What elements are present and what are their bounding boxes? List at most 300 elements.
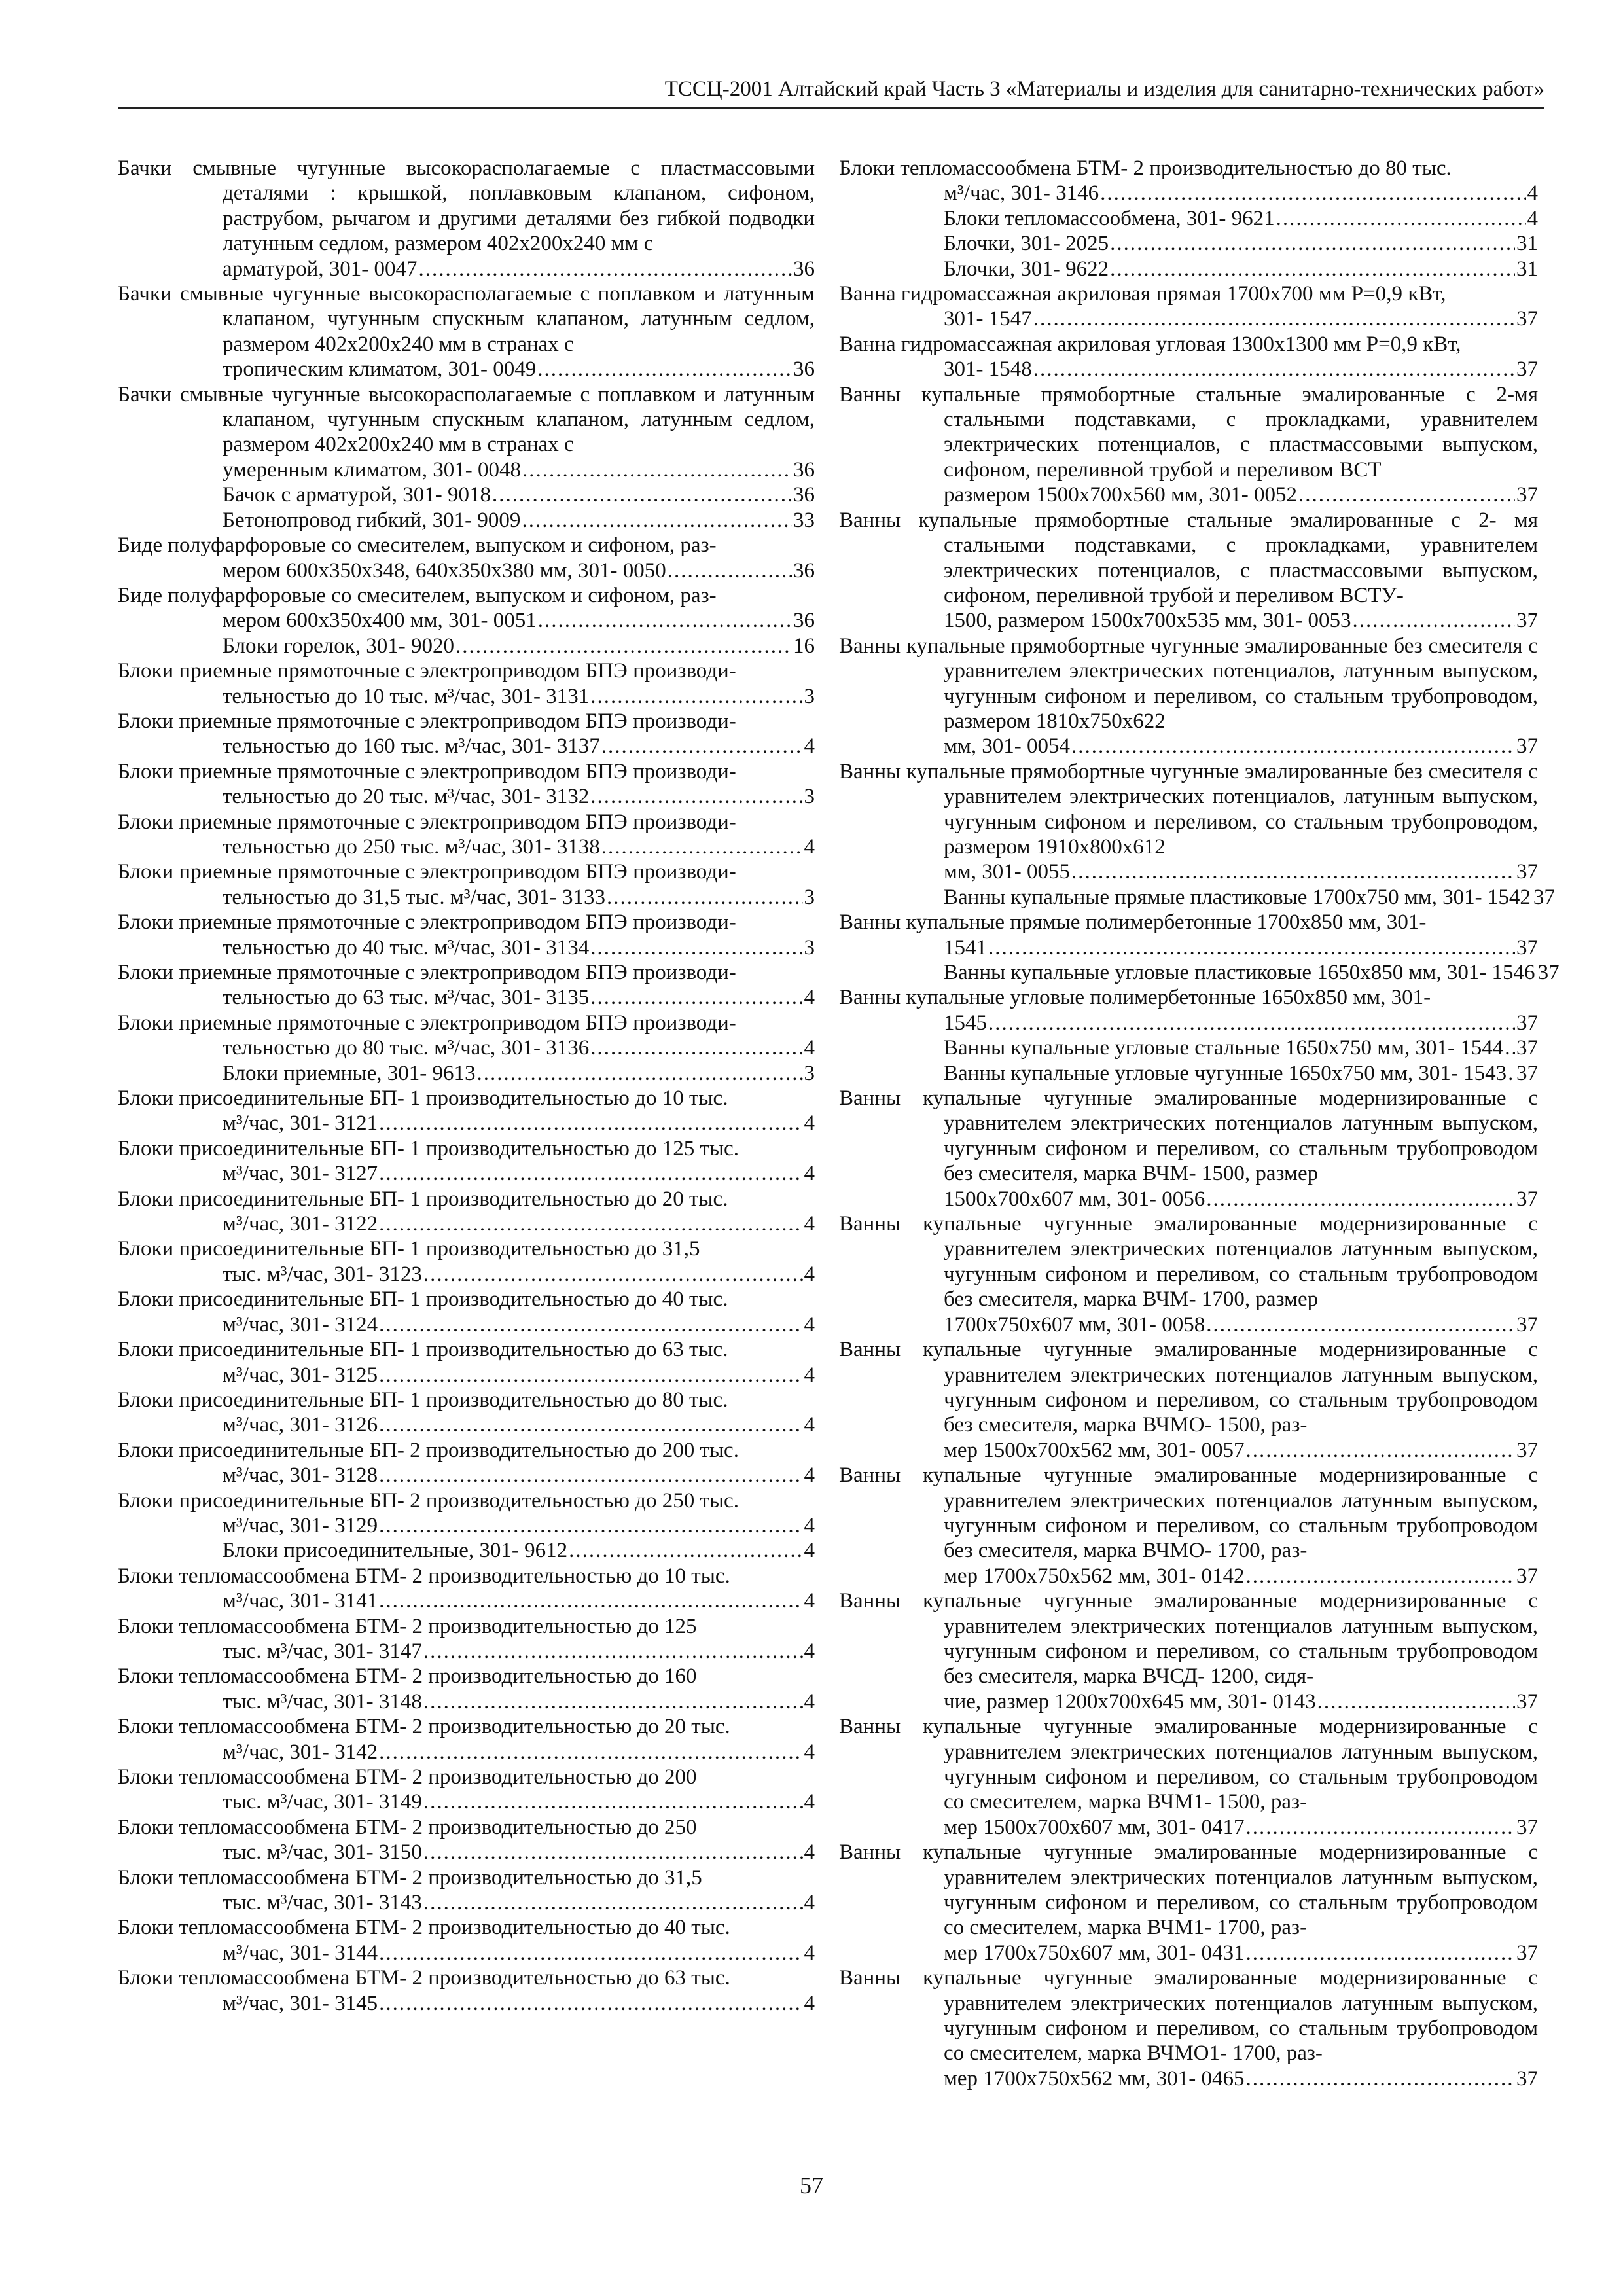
dot-leader — [590, 1035, 802, 1060]
index-entry — [118, 1614, 815, 1664]
index-entry-leader-line — [944, 1815, 1538, 1840]
index-entry — [839, 759, 1538, 885]
index-entry-leader-line — [944, 231, 1538, 256]
index-entry-last-line: мер 1500x700x607 мм, 301- 0417 — [944, 1815, 1245, 1839]
index-entry-text: Ванны купальные прямобортные чугунные эмалированные без смесителя с уравнителем электрических потенциалов, латунным выпуском, чугунным сифоном и переливом, со стальным трубопроводом, размером 1810x750x622 — [839, 634, 1538, 733]
index-page-ref: 37 — [1516, 1061, 1538, 1085]
index-entry-text: Ванны купальные чугунные эмалированные модернизированные с уравнителем электрических потенциалов латунным выпуском, чугунным сифоном и переливом, со стальным трубопроводом со смесителем, марка ВЧМ1- 1500, раз- — [839, 1715, 1538, 1814]
index-page-ref: 16 — [793, 634, 815, 658]
dot-leader — [379, 1312, 802, 1337]
index-page-ref: 37 — [1516, 860, 1538, 884]
index-entry-last-line: м³/час, 301- 3144 — [223, 1941, 378, 1965]
index-entry — [839, 1714, 1538, 1840]
index-entry-text: Блоки тепломассообмена БТМ- 2 производительностью до 10 тыс. — [118, 1564, 730, 1588]
index-entry — [118, 810, 815, 860]
index-entry — [118, 1136, 815, 1187]
index-entry-text: Блоки приемные прямоточные с электроприводом БПЭ производи- — [118, 860, 736, 884]
index-entry-text: Блоки приемные прямоточные с электроприводом БПЭ производи- — [118, 910, 736, 935]
index-entry-text: Ванны купальные прямобортные стальные эмалированные с 2-мя стальными подставками, с прокладками, уравнителем электрических потенциалов, с пластмассовыми выпуском, сифоном, переливной трубой и переливом ВСТ — [839, 382, 1538, 482]
index-entry-leader-line — [223, 1840, 815, 1865]
index-entry-leader-line — [223, 684, 815, 709]
dot-leader — [423, 1689, 803, 1714]
index-entry-text: Блоки приемные прямоточные с электроприводом БПЭ производи- — [118, 1011, 736, 1035]
index-entry — [839, 910, 1538, 960]
index-entry — [839, 231, 1538, 256]
dot-leader — [537, 357, 792, 382]
index-entry-text: Блоки тепломассообмена БТМ- 2 производительностью до 200 — [118, 1765, 697, 1789]
index-page-ref: 37 — [1516, 2066, 1538, 2090]
index-entry-last-line: мер 1500x700x562 мм, 301- 0057 — [944, 1438, 1245, 1462]
index-entry-text: Блоки тепломассообмена БТМ- 2 производительностью до 20 тыс. — [118, 1715, 730, 1739]
index-entry — [839, 206, 1538, 231]
index-entry-leader-line — [223, 1890, 815, 1915]
index-entry — [118, 1538, 815, 1563]
dot-leader — [538, 608, 792, 633]
index-page-ref: 4 — [804, 1539, 815, 1563]
index-entry-last-line: мером 600x350x348, 640x350x380 мм, 301- 0050 — [223, 558, 666, 583]
index-entry-leader-line — [223, 834, 815, 859]
index-page-ref: 4 — [804, 1790, 815, 1814]
index-entry — [118, 634, 815, 658]
index-entry-leader-line — [223, 1538, 815, 1563]
index-page-ref: 4 — [804, 1312, 815, 1336]
index-entry — [839, 156, 1538, 206]
index-entry-last-line: м³/час, 301- 3128 — [223, 1463, 378, 1488]
dot-leader — [1100, 181, 1525, 206]
index-entry-text: Блоки тепломассообмена БТМ- 2 производительностью до 31,5 — [118, 1865, 702, 1890]
index-page-ref: 33 — [793, 508, 815, 532]
index-entry-leader-line — [223, 257, 815, 281]
index-entry-last-line: 301- 1547 — [944, 307, 1032, 331]
index-entry-last-line: 301- 1548 — [944, 357, 1032, 382]
index-entry-last-line: тыс. м³/час, 301- 3150 — [223, 1840, 422, 1865]
index-entry-last-line: м³/час, 301- 3121 — [223, 1111, 378, 1136]
dot-leader — [1206, 1312, 1515, 1337]
index-entry — [839, 281, 1538, 332]
dot-leader — [418, 257, 792, 281]
dot-leader — [988, 935, 1515, 960]
index-entry-last-line: м³/час, 301- 3146 — [944, 181, 1099, 206]
index-entry — [839, 382, 1538, 508]
index-entry-text: Блоки тепломассообмена БТМ- 2 производительностью до 40 тыс. — [118, 1916, 730, 1940]
index-entry-text: Блоки тепломассообмена БТМ- 2 производительностью до 250 — [118, 1815, 697, 1839]
index-entry-leader-line — [223, 482, 815, 507]
index-entry-leader-line — [223, 1588, 815, 1613]
index-entry-leader-line — [223, 1111, 815, 1136]
index-entry-last-line: Бачок с арматурой, 301- 9018 — [223, 483, 491, 507]
index-entry-last-line: 1545 — [944, 1011, 987, 1035]
dot-leader — [1246, 1564, 1515, 1588]
index-entry-leader-line — [223, 1312, 815, 1337]
index-entry — [118, 658, 815, 709]
index-entry — [118, 709, 815, 759]
index-page-ref: 36 — [793, 457, 815, 482]
index-page-ref: 4 — [804, 834, 815, 859]
index-entry — [118, 583, 815, 634]
index-entry-leader-line — [944, 306, 1538, 331]
index-entry — [118, 482, 815, 507]
index-entry-leader-line — [944, 206, 1538, 231]
index-entry-leader-line — [223, 1035, 815, 1060]
index-entry-last-line: м³/час, 301- 3122 — [223, 1212, 378, 1236]
index-page-ref: 31 — [1516, 232, 1538, 256]
index-entry-last-line: Блоки присоединительные, 301- 9612 — [223, 1539, 568, 1563]
index-entry-text: Блоки присоединительные БП- 1 производительностью до 125 тыс. — [118, 1136, 739, 1160]
index-entry-leader-line — [223, 1363, 815, 1388]
index-page-ref: 3 — [804, 785, 815, 809]
index-entry-leader-line — [223, 1689, 815, 1714]
index-entry-leader-line — [223, 558, 815, 583]
index-entry-leader-line — [944, 608, 1538, 633]
dot-leader — [601, 734, 803, 759]
index-entry-last-line: тельностью до 63 тыс. м³/час, 301- 3135 — [223, 986, 590, 1010]
index-entry — [839, 1840, 1538, 1965]
index-entry-last-line: Бетонопровод гибкий, 301- 9009 — [223, 508, 521, 532]
index-entry-last-line: тропическим климатом, 301- 0049 — [223, 357, 537, 382]
index-entry-leader-line — [223, 1789, 815, 1814]
index-page-ref: 37 — [1516, 1438, 1538, 1462]
index-page-ref: 37 — [1516, 1312, 1538, 1336]
index-entry-leader-line — [223, 1161, 815, 1186]
index-entry — [118, 1865, 815, 1916]
index-page-ref: 37 — [1516, 1187, 1538, 1211]
index-page-ref: 4 — [804, 1513, 815, 1537]
index-entry-leader-line — [944, 1011, 1538, 1035]
index-entry-leader-line — [223, 508, 815, 533]
index-entry — [118, 859, 815, 910]
index-entry-text: Ванны купальные чугунные эмалированные модернизированные с уравнителем электрических потенциалов латунным выпуском, чугунным сифоном и переливом, со стальным трубопроводом со смесителем, марка ВЧМ1- 1700, раз- — [839, 1840, 1538, 1940]
index-entry-last-line: Блоки горелок, 301- 9020 — [223, 634, 455, 658]
index-entry-text: Блоки присоединительные БП- 1 производительностью до 80 тыс. — [118, 1388, 728, 1412]
index-entry-last-line: Ванны купальные угловые стальные 1650x750 мм, 301- 1544 — [944, 1036, 1504, 1060]
index-entry-leader-line — [223, 1513, 815, 1538]
index-entry-leader-line — [944, 2066, 1538, 2091]
index-entry — [118, 910, 815, 960]
index-entry-leader-line — [223, 885, 815, 910]
index-entry — [839, 885, 1555, 910]
index-entry-last-line: Ванны купальные прямые пластиковые 1700x750 мм, 301- 1542 — [944, 885, 1531, 909]
index-entry-text: Блоки приемные прямоточные с электроприводом БПЭ производи- — [118, 961, 736, 984]
index-entry-text: Ванны купальные чугунные эмалированные модернизированные с уравнителем электрических потенциалов латунным выпуском, чугунным сифоном и переливом, со стальным трубопроводом со смесителем, марка ВЧМО1- 1700, раз- — [839, 1966, 1538, 2066]
index-entry-text: Блоки приемные прямоточные с электроприводом БПЭ производи- — [118, 709, 736, 733]
index-page-ref: 4 — [804, 1036, 815, 1060]
index-entry-text: Блоки присоединительные БП- 1 производительностью до 40 тыс. — [118, 1287, 728, 1312]
dot-leader — [423, 1840, 803, 1865]
index-entry — [118, 1287, 815, 1337]
index-entry-last-line: тельностью до 20 тыс. м³/час, 301- 3132 — [223, 785, 590, 809]
index-entry-text: Ванны купальные чугунные эмалированные модернизированные с уравнителем электрических потенциалов латунным выпуском, чугунным сифоном и переливом, со стальным трубопроводом без смесителя, марка ВЧМО- 1500, раз- — [839, 1338, 1538, 1437]
index-entry-leader-line — [944, 1312, 1538, 1337]
index-entry-text: Ванны купальные чугунные эмалированные модернизированные с уравнителем электрических потенциалов латунным выпуском, чугунным сифоном и переливом, со стальным трубопроводом без смесителя, марка ВЧСД- 1200, сидя- — [839, 1589, 1538, 1689]
index-entry — [839, 1588, 1538, 1714]
dot-leader — [1317, 1689, 1515, 1714]
index-page-ref: 37 — [1516, 1815, 1538, 1839]
index-entry-leader-line — [944, 357, 1538, 382]
index-entry — [839, 508, 1538, 634]
index-entry-leader-line — [223, 985, 815, 1010]
index-entry — [839, 1061, 1538, 1086]
index-page-ref: 4 — [804, 1413, 815, 1437]
dot-leader — [1246, 1941, 1515, 1965]
index-entry — [118, 1664, 815, 1714]
index-entry — [118, 960, 815, 1011]
index-entry-text: Блоки присоединительные БП- 2 производительностью до 200 тыс. — [118, 1438, 739, 1462]
index-page-ref: 36 — [793, 483, 815, 507]
index-entry-last-line: мер 1700x750x562 мм, 301- 0465 — [944, 2066, 1245, 2090]
dot-leader — [423, 1890, 803, 1915]
index-entry-text: Блоки тепломассообмена БТМ- 2 производительностью до 63 тыс. — [118, 1966, 730, 1990]
index-entry-text: Блоки присоединительные БП- 1 производительностью до 63 тыс. — [118, 1338, 728, 1362]
index-page-ref: 4 — [804, 986, 815, 1010]
dot-leader — [1110, 257, 1515, 281]
dot-leader — [668, 558, 792, 583]
index-entry — [118, 1061, 815, 1086]
index-page-ref: 4 — [804, 1941, 815, 1965]
index-entry-leader-line — [223, 1061, 815, 1086]
index-entry-last-line: тельностью до 160 тыс. м³/час, 301- 3137 — [223, 734, 600, 759]
index-entry-text: Блоки присоединительные БП- 1 производительностью до 31,5 — [118, 1237, 700, 1261]
dot-leader — [1246, 2066, 1515, 2091]
index-column-right — [839, 156, 1560, 2091]
dot-leader — [379, 1941, 802, 1965]
dot-leader — [1033, 357, 1515, 382]
index-entry-last-line: арматурой, 301- 0047 — [223, 257, 418, 281]
index-entry-text: Бачки смывные чугунные высокорасполагаемые с поплавком и латунным клапаном, чугунным спускным клапаном, латунным седлом, размером 402x200x240 мм в странах с — [118, 382, 815, 457]
index-page-ref: 3 — [804, 684, 815, 708]
index-entry-text: Блоки тепломассообмена БТМ- 2 производительностью до 80 тыс. — [839, 156, 1452, 180]
index-column-left — [118, 156, 815, 2016]
index-entry — [839, 985, 1538, 1035]
index-entry-leader-line — [223, 634, 815, 658]
index-entry-text: Биде полуфарфоровые со смесителем, выпуском и сифоном, раз- — [118, 583, 717, 607]
index-entry — [839, 960, 1560, 985]
index-entry — [118, 759, 815, 810]
index-entry-leader-line — [223, 1262, 815, 1287]
dot-leader — [379, 1588, 802, 1613]
index-entry-last-line: тыс. м³/час, 301- 3147 — [223, 1639, 422, 1663]
index-entry — [118, 1488, 815, 1539]
index-entry — [118, 1965, 815, 2016]
index-entry-leader-line — [223, 1412, 815, 1437]
index-page-ref: 4 — [1527, 206, 1538, 230]
index-page-ref: 37 — [1516, 935, 1538, 960]
index-entry-leader-line — [223, 1991, 815, 2016]
index-page-ref: 36 — [793, 357, 815, 382]
index-entry — [118, 1086, 815, 1136]
index-page-ref: 4 — [804, 1991, 815, 2015]
index-entry — [118, 533, 815, 583]
index-entry-last-line: м³/час, 301- 3126 — [223, 1413, 378, 1437]
index-page-ref: 4 — [804, 1212, 815, 1236]
index-entry-last-line: м³/час, 301- 3125 — [223, 1363, 378, 1387]
index-entry — [839, 1211, 1538, 1337]
index-entry-last-line: Ванны купальные угловые чугунные 1650x750 мм, 301- 1543 — [944, 1061, 1507, 1085]
dot-leader — [1206, 1187, 1515, 1211]
dot-leader — [492, 482, 792, 507]
index-entry-leader-line — [944, 885, 1555, 910]
index-page-ref: 36 — [793, 558, 815, 583]
index-entry-last-line: тельностью до 80 тыс. м³/час, 301- 3136 — [223, 1036, 590, 1060]
index-page-ref: 4 — [804, 1162, 815, 1186]
index-entry-last-line: тельностью до 10 тыс. м³/час, 301- 3131 — [223, 684, 590, 708]
index-entry — [839, 1965, 1538, 2091]
index-entry-last-line: тыс. м³/час, 301- 3149 — [223, 1790, 422, 1814]
index-page-ref: 37 — [1516, 1011, 1538, 1035]
running-header: ТССЦ-2001 Алтайский край Часть 3 «Материалы и изделия для санитарно-технических работ» — [118, 71, 1544, 109]
index-entry — [118, 1564, 815, 1614]
index-entry-last-line: Блоки приемные, 301- 9613 — [223, 1061, 476, 1085]
index-entry-leader-line — [223, 1740, 815, 1765]
index-entry-leader-line — [223, 357, 815, 382]
index-entry-text: Ванны купальные чугунные эмалированные модернизированные с уравнителем электрических потенциалов латунным выпуском, чугунным сифоном и переливом, со стальным трубопроводом без смесителя, марка ВЧМО- 1700, раз- — [839, 1463, 1538, 1563]
index-entry-text: Ванны купальные прямые полимербетонные 1700x850 мм, 301- — [839, 910, 1427, 935]
index-entry-text: Блоки тепломассообмена БТМ- 2 производительностью до 125 — [118, 1614, 697, 1638]
index-page-ref: 37 — [1516, 1941, 1538, 1965]
index-entry-leader-line — [223, 1211, 815, 1236]
dot-leader — [522, 508, 792, 533]
index-entry-last-line: м³/час, 301- 3142 — [223, 1740, 378, 1764]
index-page-ref: 3 — [804, 885, 815, 909]
dot-leader — [423, 1639, 803, 1664]
dot-leader — [1246, 1438, 1515, 1463]
index-entry — [118, 1236, 815, 1287]
index-entry-text: Блоки приемные прямоточные с электроприводом БПЭ производи- — [118, 810, 736, 834]
index-page-ref: 4 — [804, 1463, 815, 1488]
index-entry-leader-line — [944, 257, 1538, 281]
dot-leader — [522, 457, 792, 482]
index-page-ref: 37 — [1537, 961, 1560, 984]
index-entry-last-line: м³/час, 301- 3127 — [223, 1162, 378, 1186]
dot-leader — [601, 834, 803, 859]
index-page-ref: 37 — [1516, 307, 1538, 331]
index-entry-last-line: Блоки тепломассообмена, 301- 9621 — [944, 206, 1275, 230]
index-entry-last-line: Блочки, 301- 9622 — [944, 257, 1109, 281]
index-entry-last-line: 1700x750x607 мм, 301- 0058 — [944, 1312, 1205, 1336]
index-entry-last-line: Ванны купальные угловые пластиковые 1650x850 мм, 301- 1546 — [944, 961, 1535, 984]
index-page-ref: 4 — [804, 1111, 815, 1136]
index-entry-last-line: м³/час, 301- 3141 — [223, 1589, 378, 1613]
index-page-ref: 4 — [804, 1840, 815, 1865]
index-entry-last-line: мер 1700x750x562 мм, 301- 0142 — [944, 1564, 1245, 1588]
index-entry-leader-line — [944, 181, 1538, 206]
index-entry-leader-line — [944, 1941, 1538, 1965]
index-page-ref: 4 — [804, 1891, 815, 1915]
dot-leader — [379, 1513, 802, 1538]
index-entry-leader-line — [223, 1639, 815, 1664]
dot-leader — [379, 1363, 802, 1388]
index-entry-leader-line — [223, 1463, 815, 1488]
index-entry — [839, 257, 1538, 281]
index-page-ref: 37 — [1516, 1564, 1538, 1588]
index-entry-text: Бачки смывные чугунные высокорасполагаемые с поплавком и латунным клапаном, чугунным спускным клапаном, латунным седлом, размером 402x200x240 мм в странах с — [118, 282, 815, 356]
index-entry-text: Ванна гидромассажная акриловая прямая 1700x700 мм P=0,9 кВт, — [839, 282, 1446, 306]
index-entry — [118, 1388, 815, 1438]
index-entry-last-line: умеренным климатом, 301- 0048 — [223, 457, 521, 482]
index-entry-last-line: размером 1500x700x560 мм, 301- 0052 — [944, 483, 1298, 507]
index-entry-last-line: м³/час, 301- 3145 — [223, 1991, 378, 2015]
dot-leader — [1505, 1035, 1515, 1060]
index-entry-last-line: тельностью до 250 тыс. м³/час, 301- 3138 — [223, 834, 600, 859]
index-entry — [118, 1187, 815, 1237]
index-page-ref: 37 — [1516, 734, 1538, 759]
dot-leader — [607, 885, 803, 910]
dot-leader — [1276, 206, 1526, 231]
index-entry — [839, 634, 1538, 759]
index-entry-last-line: чие, размер 1200x700x645 мм, 301- 0143 — [944, 1689, 1316, 1713]
index-page-ref: 37 — [1533, 885, 1555, 909]
index-page-ref: 4 — [804, 1363, 815, 1387]
index-entry-text: Блоки присоединительные БП- 1 производительностью до 10 тыс. — [118, 1086, 728, 1111]
index-entry-text: Ванны купальные угловые полимербетонные 1650x850 мм, 301- — [839, 986, 1431, 1010]
index-entry-last-line: тельностью до 31,5 тыс. м³/час, 301- 3133 — [223, 885, 605, 909]
dot-leader — [1033, 306, 1515, 331]
index-entry — [839, 1035, 1538, 1060]
index-entry-last-line: мм, 301- 0054 — [944, 734, 1071, 759]
index-page-ref: 3 — [804, 1061, 815, 1085]
index-entry-last-line: мм, 301- 0055 — [944, 860, 1071, 884]
index-entry — [118, 1915, 815, 1965]
index-entry-text: Блоки приемные прямоточные с электроприводом БПЭ производи- — [118, 659, 736, 683]
index-entry-last-line: 1500x700x607 мм, 301- 0056 — [944, 1187, 1205, 1211]
index-entry — [839, 1337, 1538, 1463]
dot-leader — [379, 1111, 802, 1136]
index-page-ref: 31 — [1516, 257, 1538, 281]
index-entry-text: Ванны купальные прямобортные стальные эмалированные с 2- мя стальными подставками, с прокладками, уравнителем электрических потенциалов, с пластмассовыми выпуском, сифоном, переливной трубой и переливом ВСТУ- — [839, 508, 1538, 607]
index-entry-text: Ванны купальные чугунные эмалированные модернизированные с уравнителем электрических потенциалов латунным выпуском, чугунным сифоном и переливом, со стальным трубопроводом без смесителя, марка ВЧМ- 1500, размер — [839, 1086, 1538, 1186]
index-entry-last-line: тыс. м³/час, 301- 3123 — [223, 1262, 422, 1286]
index-entry — [118, 508, 815, 533]
index-entry-leader-line — [223, 457, 815, 482]
dot-leader — [1071, 859, 1515, 884]
index-page-ref: 37 — [1516, 1689, 1538, 1713]
index-page-ref: 4 — [804, 1740, 815, 1764]
index-page-ref: 37 — [1516, 483, 1538, 507]
dot-leader — [590, 985, 802, 1010]
dot-leader — [455, 634, 792, 658]
index-page-ref: 37 — [1516, 1036, 1538, 1060]
index-entry — [118, 281, 815, 382]
index-entry — [118, 382, 815, 483]
index-entry-last-line: тельностью до 40 тыс. м³/час, 301- 3134 — [223, 935, 590, 960]
dot-leader — [379, 1161, 802, 1186]
index-entry — [839, 1086, 1538, 1211]
index-entry-leader-line — [944, 734, 1538, 759]
index-entry-leader-line — [223, 935, 815, 960]
dot-leader — [1508, 1061, 1515, 1086]
index-entry-last-line: м³/час, 301- 3129 — [223, 1513, 378, 1537]
index-page-ref: 4 — [1527, 181, 1538, 206]
index-page-ref: 36 — [793, 609, 815, 633]
index-entry-text: Блоки присоединительные БП- 1 производительностью до 20 тыс. — [118, 1187, 728, 1211]
dot-leader — [423, 1262, 803, 1287]
dot-leader — [1071, 734, 1515, 759]
dot-leader — [1246, 1815, 1515, 1840]
index-entry-last-line: 1500, размером 1500x700x535 мм, 301- 0053 — [944, 609, 1351, 633]
index-entry — [839, 332, 1538, 382]
dot-leader — [379, 1412, 802, 1437]
index-entry-leader-line — [944, 859, 1538, 884]
index-page-ref: 4 — [804, 1639, 815, 1663]
dot-leader — [590, 784, 802, 809]
index-page-ref: 37 — [1516, 609, 1538, 633]
index-entry-text: Биде полуфарфоровые со смесителем, выпуском и сифоном, раз- — [118, 533, 717, 558]
index-entry — [839, 1463, 1538, 1588]
dot-leader — [379, 1991, 802, 2016]
index-page-ref: 4 — [804, 1262, 815, 1286]
index-entry-last-line: тыс. м³/час, 301- 3148 — [223, 1689, 422, 1713]
index-entry — [118, 1438, 815, 1488]
page-number: 57 — [800, 2172, 823, 2198]
